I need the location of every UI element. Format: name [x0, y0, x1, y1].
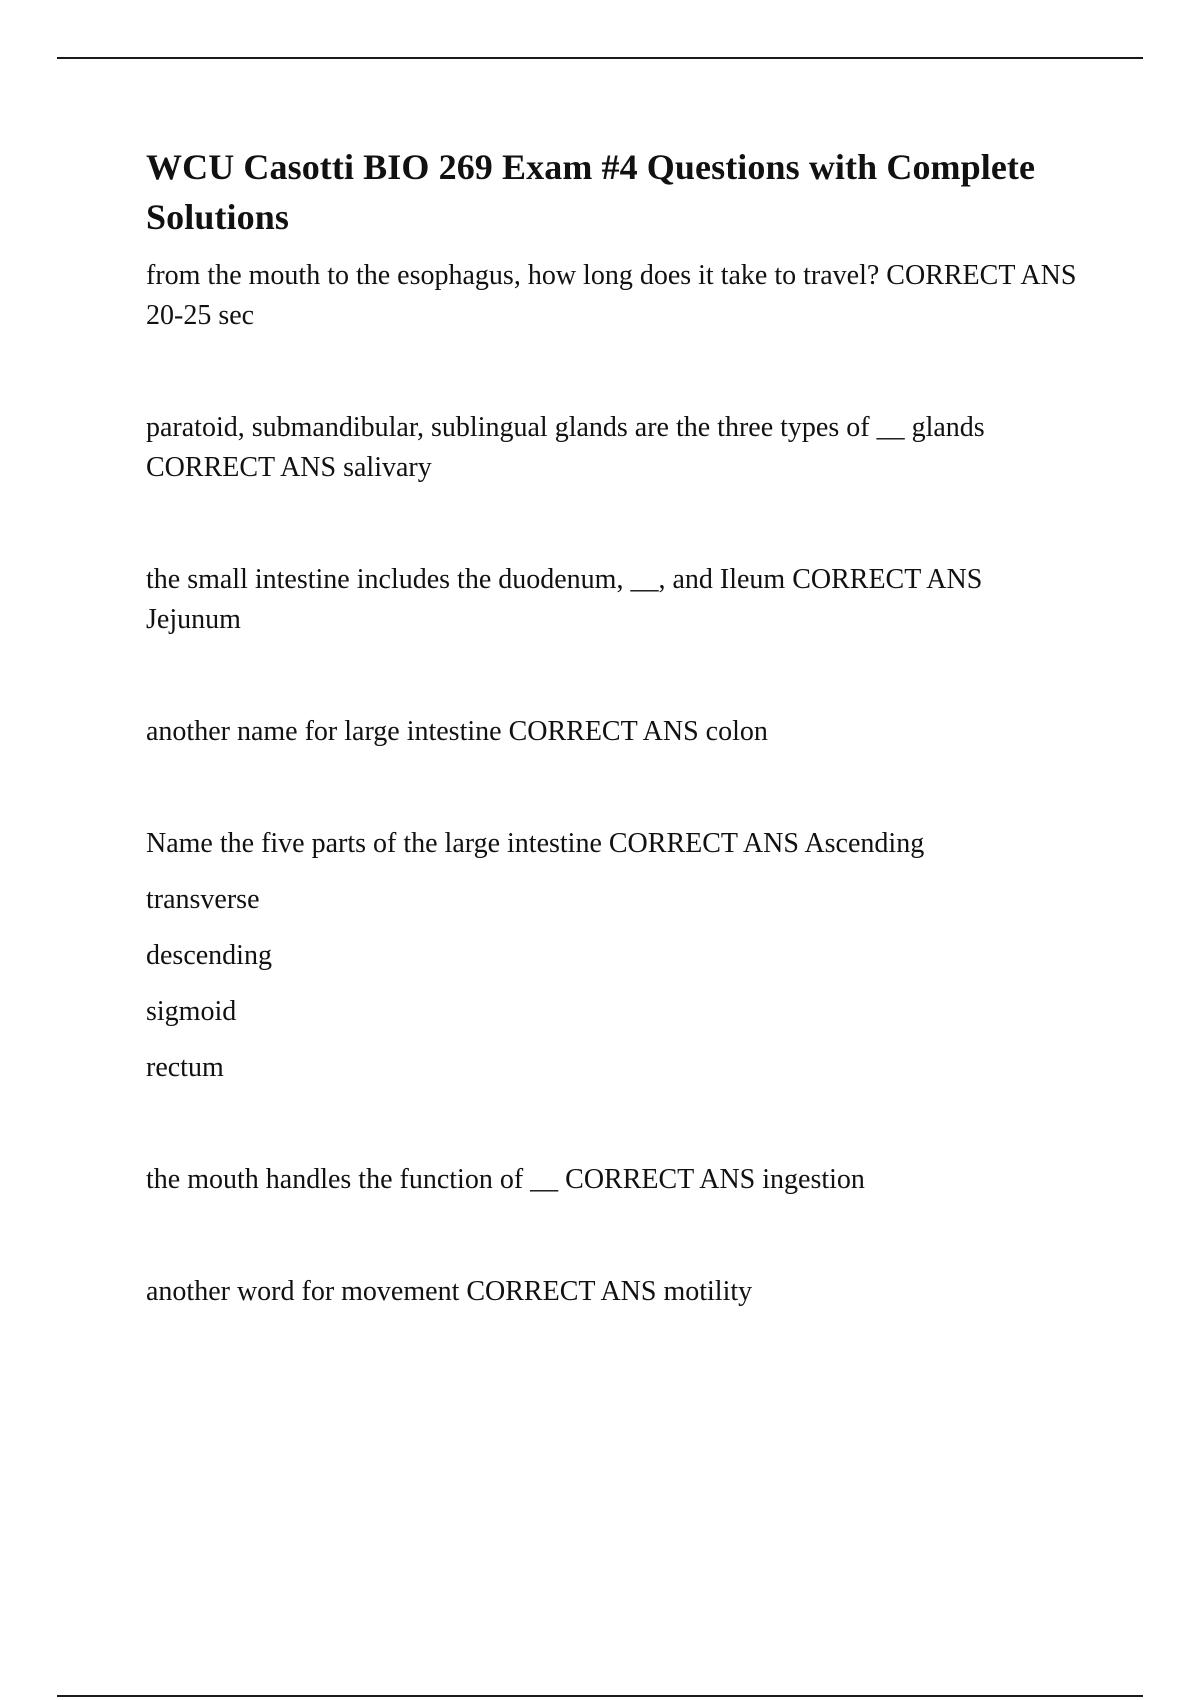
question-item-2	[146, 408, 1081, 488]
question-text: another word for movement	[146, 1276, 460, 1307]
document-title: WCU Casotti BIO 269 Exam #4 Questions with Complete Solutions	[146, 147, 1036, 237]
answer-continued-list	[146, 880, 1081, 1088]
question-item-7	[146, 1272, 1081, 1312]
question-item-5	[146, 824, 1081, 1088]
answer-line: descending	[146, 940, 272, 971]
answer-text: salivary	[343, 452, 432, 483]
question-text: the mouth handles the function of __	[146, 1164, 559, 1195]
answer-text: Ascending	[804, 828, 925, 859]
question-text: paratoid, submandibular, sublingual glands are the three types of __ glands	[146, 412, 985, 443]
answer-line: transverse	[146, 884, 260, 915]
answer-marker: CORRECT ANS	[146, 452, 337, 483]
question-item-4	[146, 712, 1081, 752]
answer-marker: CORRECT ANS	[508, 716, 699, 747]
question-list	[146, 256, 1081, 1312]
question-text: from the mouth to the esophagus, how long does it take to travel?	[146, 260, 880, 291]
answer-text: colon	[705, 716, 768, 747]
question-text: the small intestine includes the duodenum, __, and Ileum	[146, 564, 786, 595]
header-rule	[57, 57, 1143, 59]
answer-marker: CORRECT ANS	[565, 1164, 756, 1195]
answer-text: 20-25 sec	[146, 300, 255, 331]
question-item-1	[146, 256, 1081, 336]
question-item-6	[146, 1160, 1081, 1200]
question-text: Name the five parts of the large intestine	[146, 828, 602, 859]
document-page	[146, 142, 1081, 1312]
answer-text: Jejunum	[146, 604, 241, 635]
answer-marker: CORRECT ANS	[466, 1276, 657, 1307]
answer-marker: CORRECT ANS	[608, 828, 799, 859]
answer-text: ingestion	[762, 1164, 865, 1195]
footer-rule	[57, 1695, 1143, 1697]
question-item-3	[146, 560, 1081, 640]
answer-text: motility	[663, 1276, 753, 1307]
answer-marker: CORRECT ANS	[792, 564, 983, 595]
answer-line: sigmoid	[146, 996, 237, 1027]
answer-line: rectum	[146, 1052, 224, 1083]
answer-marker: CORRECT ANS	[886, 260, 1077, 291]
question-text: another name for large intestine	[146, 716, 502, 747]
